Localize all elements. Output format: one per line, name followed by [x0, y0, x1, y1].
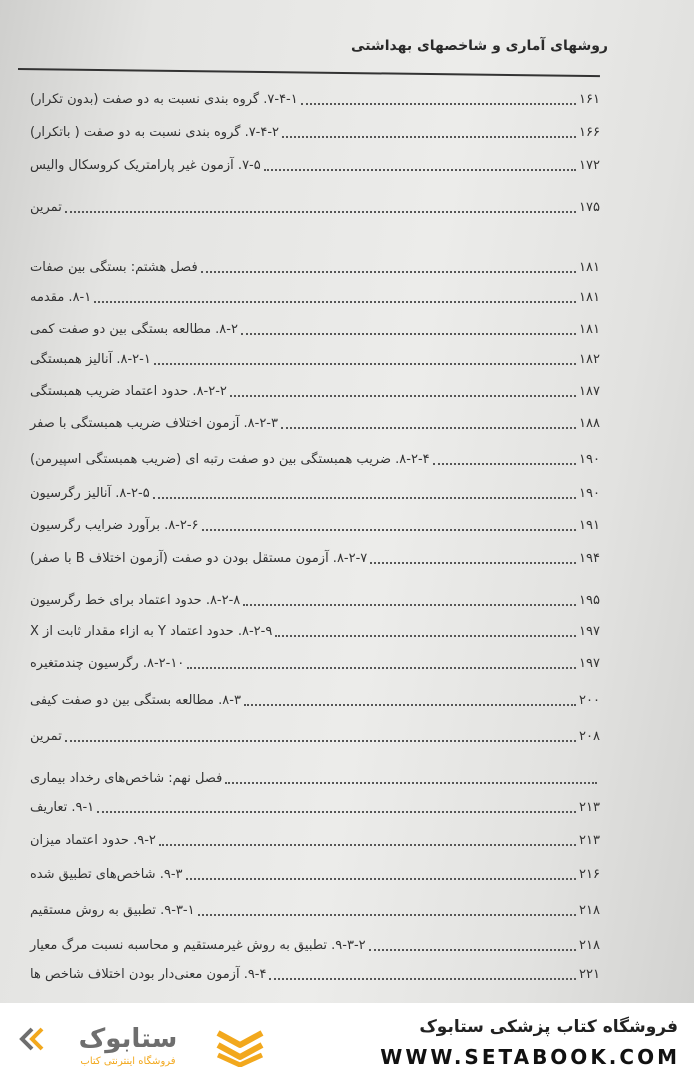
toc-entry-page: ۲۱۶ [579, 866, 600, 882]
dot-leader [154, 363, 576, 365]
toc-entry-page: ۱۹۷ [579, 655, 600, 671]
toc-entry [28, 153, 600, 177]
toc-entry-page: ۱۸۱ [579, 321, 600, 337]
toc-entry-title: ۸-۲-۱. آنالیز همبستگی [30, 351, 151, 367]
toc-entry-page: ۲۱۸ [579, 902, 600, 918]
dot-leader [241, 333, 576, 335]
toc-entry-page: ۱۸۱ [579, 259, 600, 275]
dot-leader [65, 740, 576, 742]
dot-leader [301, 103, 576, 105]
toc-entry-title: ۸-۳. مطالعه بستگی بین دو صفت کیفی [30, 692, 241, 708]
toc-entry [28, 828, 600, 852]
toc-entry [28, 255, 600, 279]
toc-entry-title: ۹-۳-۲. تطبیق به روش غیرمستقیم و محاسبه نسبت مرگ معیار [30, 937, 366, 953]
toc-entry-title: ۸-۲-۲. حدود اعتماد ضریب همبستگی [30, 383, 227, 399]
toc-entry [28, 898, 600, 922]
dot-leader [369, 949, 576, 951]
toc-entry-page: ۱۹۷ [579, 623, 600, 639]
dot-leader [187, 667, 576, 669]
toc-entry [28, 411, 600, 435]
toc-entry-page: ۲۲۱ [579, 966, 600, 982]
store-url[interactable]: WWW.SETABOOK.COM [380, 1045, 680, 1069]
toc-entry-page: ۲۰۰ [579, 692, 600, 708]
toc-entry [28, 317, 600, 341]
dot-leader [433, 463, 576, 465]
dot-leader [198, 914, 576, 916]
dot-leader [97, 811, 576, 813]
dot-leader [230, 395, 576, 397]
toc-entry-title: ۹-۱. تعاریف [30, 799, 95, 815]
toc-entry [28, 619, 600, 643]
dot-leader [370, 562, 576, 564]
toc-entry-page: ۱۹۴ [579, 550, 600, 566]
toc-entry [28, 195, 600, 219]
toc-entry-title: تمرین [30, 199, 62, 215]
toc-entry [28, 513, 600, 537]
toc-entry-title: ۸-۲-۸. حدود اعتماد برای خط رگرسیون [30, 592, 241, 608]
dot-leader [244, 704, 576, 706]
toc-entry-page: ۱۸۷ [579, 383, 600, 399]
toc-entry-title: ۸-۱. مقدمه [30, 289, 92, 305]
toc-entry [28, 379, 600, 403]
toc-entry-page: ۲۱۸ [579, 937, 600, 953]
dot-leader [264, 169, 576, 171]
toc-entry-page: ۱۶۶ [579, 124, 600, 140]
toc-entry-title: ۸-۲-۵. آنالیز رگرسیون [30, 485, 150, 501]
dot-leader [269, 978, 576, 980]
toc-entry-title: ۸-۲-۴. ضریب همبستگی بین دو صفت رتبه ای (ضریب همبستگی اسپیرمن) [30, 451, 430, 467]
toc-entry [28, 766, 600, 790]
setabook-logo [18, 1019, 268, 1067]
toc-entry [28, 688, 600, 712]
toc-entry [28, 347, 600, 371]
toc-entry [28, 588, 600, 612]
dot-leader [281, 427, 576, 429]
dot-leader [243, 604, 576, 606]
toc-entry-title: ۸-۲. مطالعه بستگی بین دو صفت کمی [30, 321, 238, 337]
dot-leader [225, 782, 597, 784]
toc-entry [28, 795, 600, 819]
chevron-arrows-icon [22, 1029, 42, 1049]
dot-leader [159, 844, 576, 846]
dot-leader [186, 878, 577, 880]
running-header: روشهای آماری و شاخصهای بهداشتی [351, 38, 608, 54]
toc-entry-page: ۱۹۰ [579, 485, 600, 501]
dot-leader [275, 635, 576, 637]
toc-entry-page: ۱۷۲ [579, 157, 600, 173]
toc-entry-title: ۹-۳-۱. تطبیق به روش مستقیم [30, 902, 195, 918]
toc-entry [28, 862, 600, 886]
toc-entry-page: ۲۱۳ [579, 799, 600, 815]
toc-entry-title: ۸-۲-۶. برآورد ضرایب رگرسیون [30, 517, 199, 533]
toc-entry-page: ۱۹۵ [579, 592, 600, 608]
logo-mark-icon [218, 1033, 262, 1065]
toc-entry [28, 87, 600, 111]
dot-leader [94, 301, 576, 303]
toc-entry-title: تمرین [30, 728, 62, 744]
toc-entry-page: ۱۹۰ [579, 451, 600, 467]
toc-entry-page: ۱۹۱ [579, 517, 600, 533]
toc-entry-title: فصل هشتم: بستگی بین صفات [30, 259, 198, 275]
toc-entry-title: ۹-۴. آزمون معنی‌دار بودن اختلاف شاخص ها [30, 966, 267, 982]
toc-entry-page: ۲۱۳ [579, 832, 600, 848]
toc-entry-page: ۱۷۵ [579, 199, 600, 215]
toc-entry-page: ۱۸۲ [579, 351, 600, 367]
toc-entry-title: ۷-۴-۱. گروه بندی نسبت به دو صفت (بدون تکرار) [30, 91, 298, 107]
toc-entry-title: ۹-۲. حدود اعتماد میزان [30, 832, 156, 848]
toc-entry-title: ۹-۳. شاخص‌های تطبیق شده [30, 866, 183, 882]
dot-leader [201, 271, 576, 273]
toc-entry-title: ۷-۵. آزمون غیر پارامتریک کروسکال والیس [30, 157, 261, 173]
logo-tagline: فروشگاه اینترنتی کتاب [80, 1056, 176, 1067]
toc-entry [28, 962, 600, 986]
toc-entry [28, 651, 600, 675]
toc-entry-title: ۸-۲-۱۰. رگرسیون چندمتغیره [30, 655, 185, 671]
toc-entry-title: ۸-۲-۹. حدود اعتماد Y به ازاء مقدار ثابت از X [30, 623, 273, 639]
toc-entry [28, 447, 600, 471]
dot-leader [153, 497, 576, 499]
footer-banner [0, 1003, 694, 1080]
toc-entry-title: ۸-۲-۳. آزمون اختلاف ضریب همبستگی با صفر [30, 415, 278, 431]
toc-entry [28, 724, 600, 748]
toc-entry [28, 481, 600, 505]
toc-entry [28, 546, 600, 570]
toc-entry [28, 285, 600, 309]
dot-leader [65, 211, 576, 213]
dot-leader [282, 136, 576, 138]
toc-entry-page: ۱۸۱ [579, 289, 600, 305]
toc-entry-title: ۷-۴-۲. گروه بندی نسبت به دو صفت ( باتکرار) [30, 124, 280, 140]
toc-entry-title: فصل نهم: شاخص‌های رخداد بیماری [30, 770, 223, 786]
toc-entry-page: ۱۶۱ [579, 91, 600, 107]
logo-wordmark: ستابوک [78, 1024, 178, 1054]
toc-entry [28, 933, 600, 957]
dot-leader [202, 529, 577, 531]
toc-entry-page: ۲۰۸ [579, 728, 600, 744]
toc-entry-page: ۱۸۸ [579, 415, 600, 431]
toc-entry [28, 120, 600, 144]
toc-entry-title: ۸-۲-۷. آزمون مستقل بودن دو صفت (آزمون اختلاف B با صفر) [30, 550, 368, 566]
store-name: فروشگاه کتاب پزشکی ستابوک [419, 1017, 678, 1037]
